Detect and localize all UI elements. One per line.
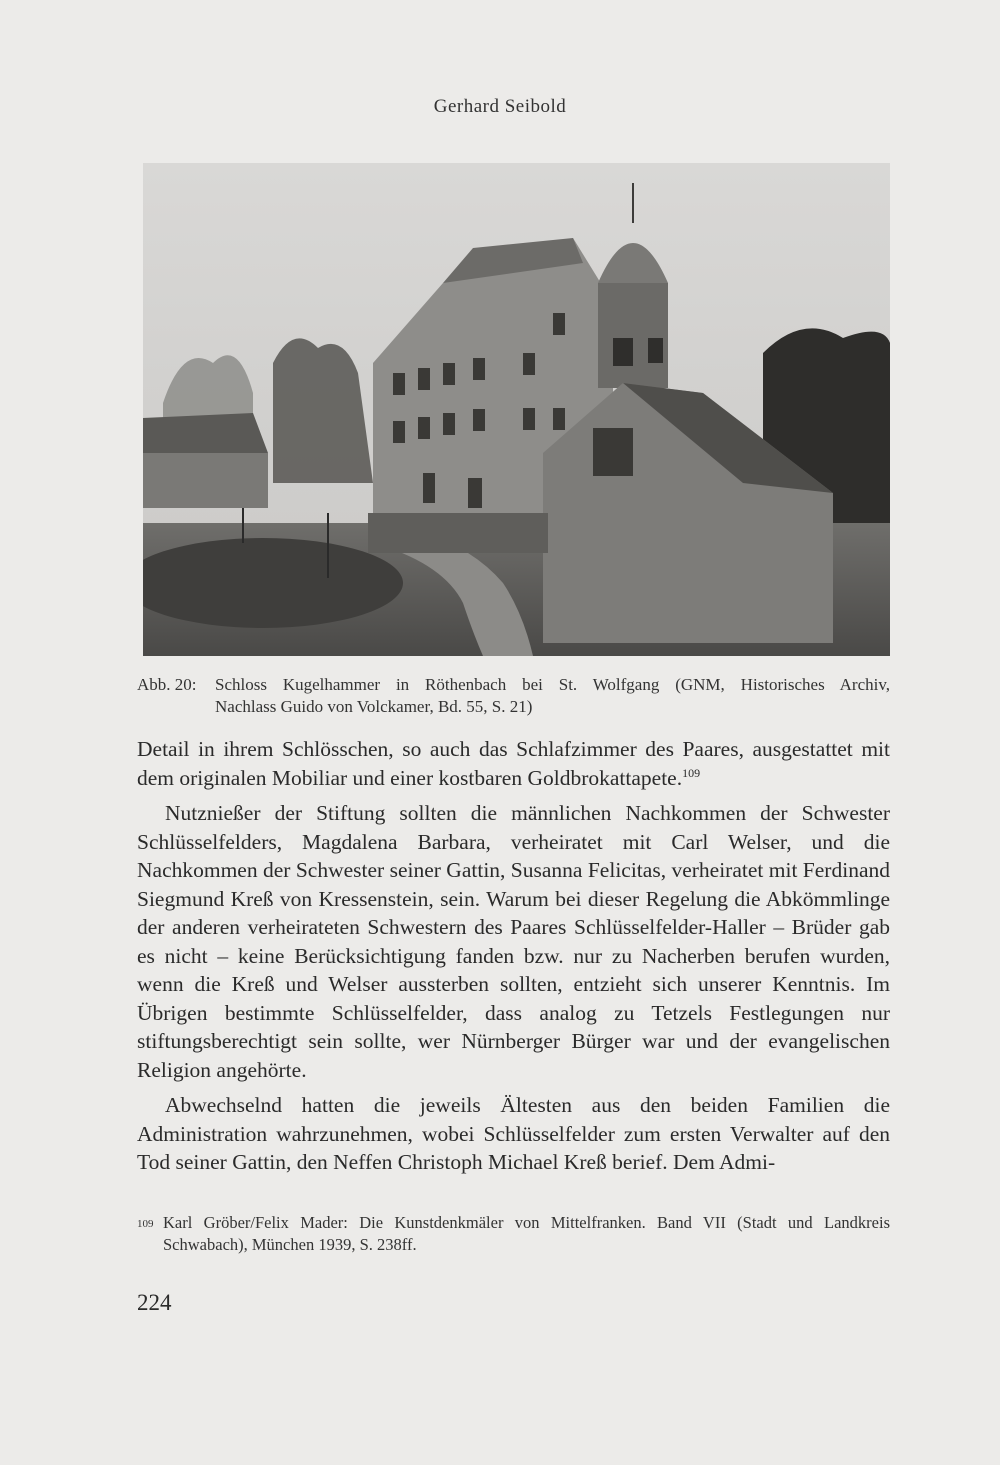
figure-photograph xyxy=(143,163,890,656)
footnote-reference: 109 xyxy=(682,765,701,780)
caption-label: Abb. 20: xyxy=(137,675,197,694)
caption-indent xyxy=(137,696,215,718)
paragraph-1 xyxy=(137,735,890,792)
footnote-text: Karl Gröber/Felix Mader: Die Kunstdenkmäler von Mittelfranken. Band VII (Stadt und Landkreis Schwabach), München 1939, S. 238ff. xyxy=(163,1213,890,1254)
paragraph-1-text: Detail in ihrem Schlösschen, so auch das Schlafzimmer des Paares, ausgestattet mit dem originalen Mobiliar und einer kostbaren Goldbrokattapete. xyxy=(137,737,890,790)
running-head-author: Gerhard Seibold xyxy=(433,96,567,117)
footnote-number: 109 xyxy=(137,1218,154,1230)
caption-line-2: Nachlass Guido von Volckamer, Bd. 55, S. 21) xyxy=(215,697,533,716)
page-number: 224 xyxy=(137,1290,172,1315)
photo-castle-icon xyxy=(143,163,890,656)
figure-caption xyxy=(137,674,890,718)
paragraph-3: Abwechselnd hatten die jeweils Ältesten aus den beiden Familien die Administration wahrzunehmen, wobei Schlüsselfelder zum ersten Verwalter auf den Tod seiner Gattin, den Neffen Christoph Michael Kreß berief. Dem Admi- xyxy=(137,1093,890,1174)
footnote xyxy=(137,1212,890,1256)
paragraph-2: Nutznießer der Stiftung sollten die männlichen Nachkommen der Schwester Schlüsselfelders, Magdalena Barbara, verheiratet mit Carl Welser, und die Nachkommen der Schwester seiner Gattin, Susanna Felicitas, verheiratet mit Ferdinand Siegmund Kreß von Kressenstein, sein. Warum bei dieser Regelung die Abkömmlinge der anderen verheirateten Schwestern des Paares Schlüsselfelder-Haller – Brüder gab es nicht – keine Berücksichtigung fanden bzw. nur zu Nacherben berufen wurden, wenn die Kreß und Welser aussterben sollten, entzieht sich unserer Kenntnis. Im Übrigen bestimmte Schlüsselfelder, dass analog zu Tetzels Festlegungen nur stiftungsberechtigt sein sollte, wer Nürnberger Bürger war und der evangelischen Religion angehörte. xyxy=(137,801,890,1082)
caption-line-1: Schloss Kugelhammer in Röthenbach bei St. Wolfgang (GNM, Historisches Archiv, xyxy=(215,675,890,694)
body-text xyxy=(137,735,890,1177)
